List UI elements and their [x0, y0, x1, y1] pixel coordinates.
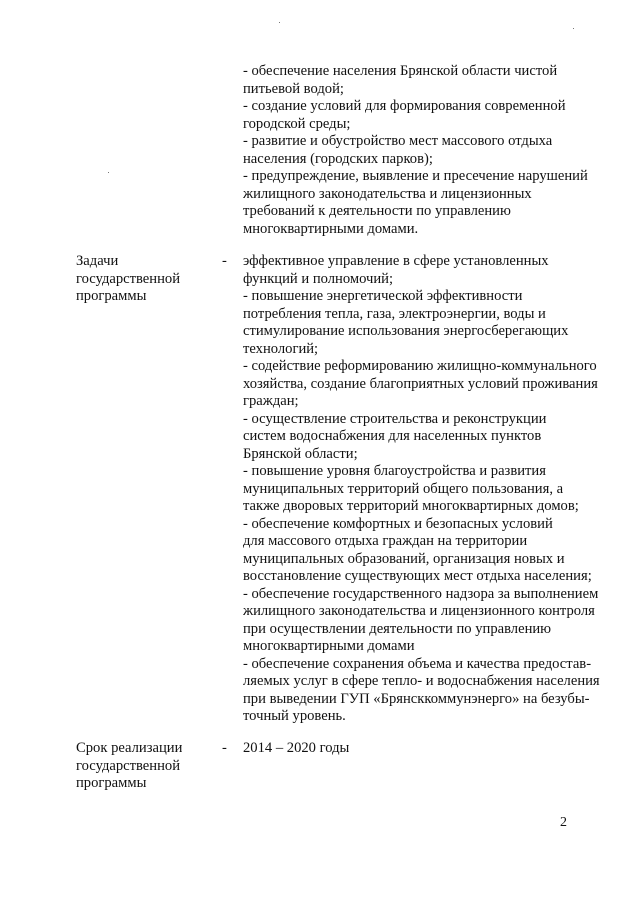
term-value: 2014 – 2020 годы: [243, 740, 350, 756]
task-line: стимулирование использования энергосберегающих: [243, 323, 569, 339]
task-line: граждан;: [243, 393, 299, 409]
task-line: муниципальных территорий общего пользования, а: [243, 480, 564, 497]
goal-line: - создание условий для формирования современной: [243, 98, 566, 114]
term-label: [76, 740, 182, 793]
goal-line: требований к деятельности по управлению: [243, 203, 511, 219]
task-line: при выведении ГУП «Брянсккоммунэнерго» на безубы-: [243, 690, 590, 707]
tasks-list: [243, 253, 628, 726]
task-line: ляемых услуг в сфере тепло- и водоснабжения населения: [243, 673, 600, 689]
task-line: Брянской области;: [243, 445, 358, 462]
page-number: 2: [560, 815, 567, 830]
scan-speck: [573, 28, 574, 29]
tasks-label: [76, 253, 180, 306]
task-line: муниципальных образований, организация новых и: [243, 550, 565, 567]
task-line: жилищного законодательства и лицензионного контроля: [243, 603, 595, 619]
tasks-label-line: программы: [76, 288, 147, 304]
goal-line: многоквартирными домами.: [243, 220, 419, 237]
term-label-line: государственной: [76, 757, 181, 774]
task-line: для массового отдыха граждан на территории: [243, 533, 528, 549]
goal-line: - обеспечение населения Брянской области чистой: [243, 63, 558, 79]
goal-line: жилищного законодательства и лицензионных: [243, 185, 532, 202]
task-line: - повышение энергетической эффективности: [243, 288, 523, 304]
task-line: многоквартирными домами: [243, 638, 415, 654]
task-line: - обеспечение комфортных и безопасных условий: [243, 515, 553, 532]
task-line: - повышение уровня благоустройства и развития: [243, 463, 546, 479]
task-line: - обеспечение сохранения объема и качества предостав-: [243, 655, 592, 672]
goal-line: - предупреждение, выявление и пресечение нарушений: [243, 168, 588, 184]
tasks-label-line: государственной: [76, 270, 181, 287]
task-line: при осуществлении деятельности по управлению: [243, 620, 552, 637]
scan-speck: [108, 172, 109, 173]
task-line: также дворовых территорий многоквартирных домов;: [243, 498, 579, 514]
goal-line: городской среды;: [243, 115, 351, 132]
task-line: - осуществление строительства и реконструкции: [243, 410, 547, 427]
task-line: потребления тепла, газа, электроэнергии, воды и: [243, 305, 546, 322]
term-dash: -: [222, 740, 227, 756]
task-line: систем водоснабжения для населенных пунктов: [243, 428, 542, 444]
scan-speck: [279, 22, 280, 23]
task-line: - обеспечение государственного надзора за выполнением: [243, 585, 599, 602]
tasks-dash: -: [222, 253, 227, 269]
task-line: хозяйства, создание благоприятных условий проживания: [243, 375, 598, 392]
task-line: функций и полномочий;: [243, 270, 394, 287]
term-label-line: программы: [76, 775, 147, 791]
task-line: - содействие реформированию жилищно-коммунального: [243, 358, 597, 374]
goal-line: - развитие и обустройство мест массового отдыха: [243, 133, 553, 149]
term-label-line: Срок реализации: [76, 740, 183, 756]
goal-line: питьевой водой;: [243, 80, 344, 97]
goals-continuation: [243, 63, 628, 238]
task-line: восстановление существующих мест отдыха населения;: [243, 568, 592, 584]
task-line: технологий;: [243, 340, 319, 357]
task-line: эффективное управление в сфере установленных: [243, 253, 549, 269]
tasks-label-line: Задачи: [76, 253, 119, 269]
task-line: точный уровень.: [243, 708, 346, 724]
goal-line: населения (городских парков);: [243, 150, 433, 167]
